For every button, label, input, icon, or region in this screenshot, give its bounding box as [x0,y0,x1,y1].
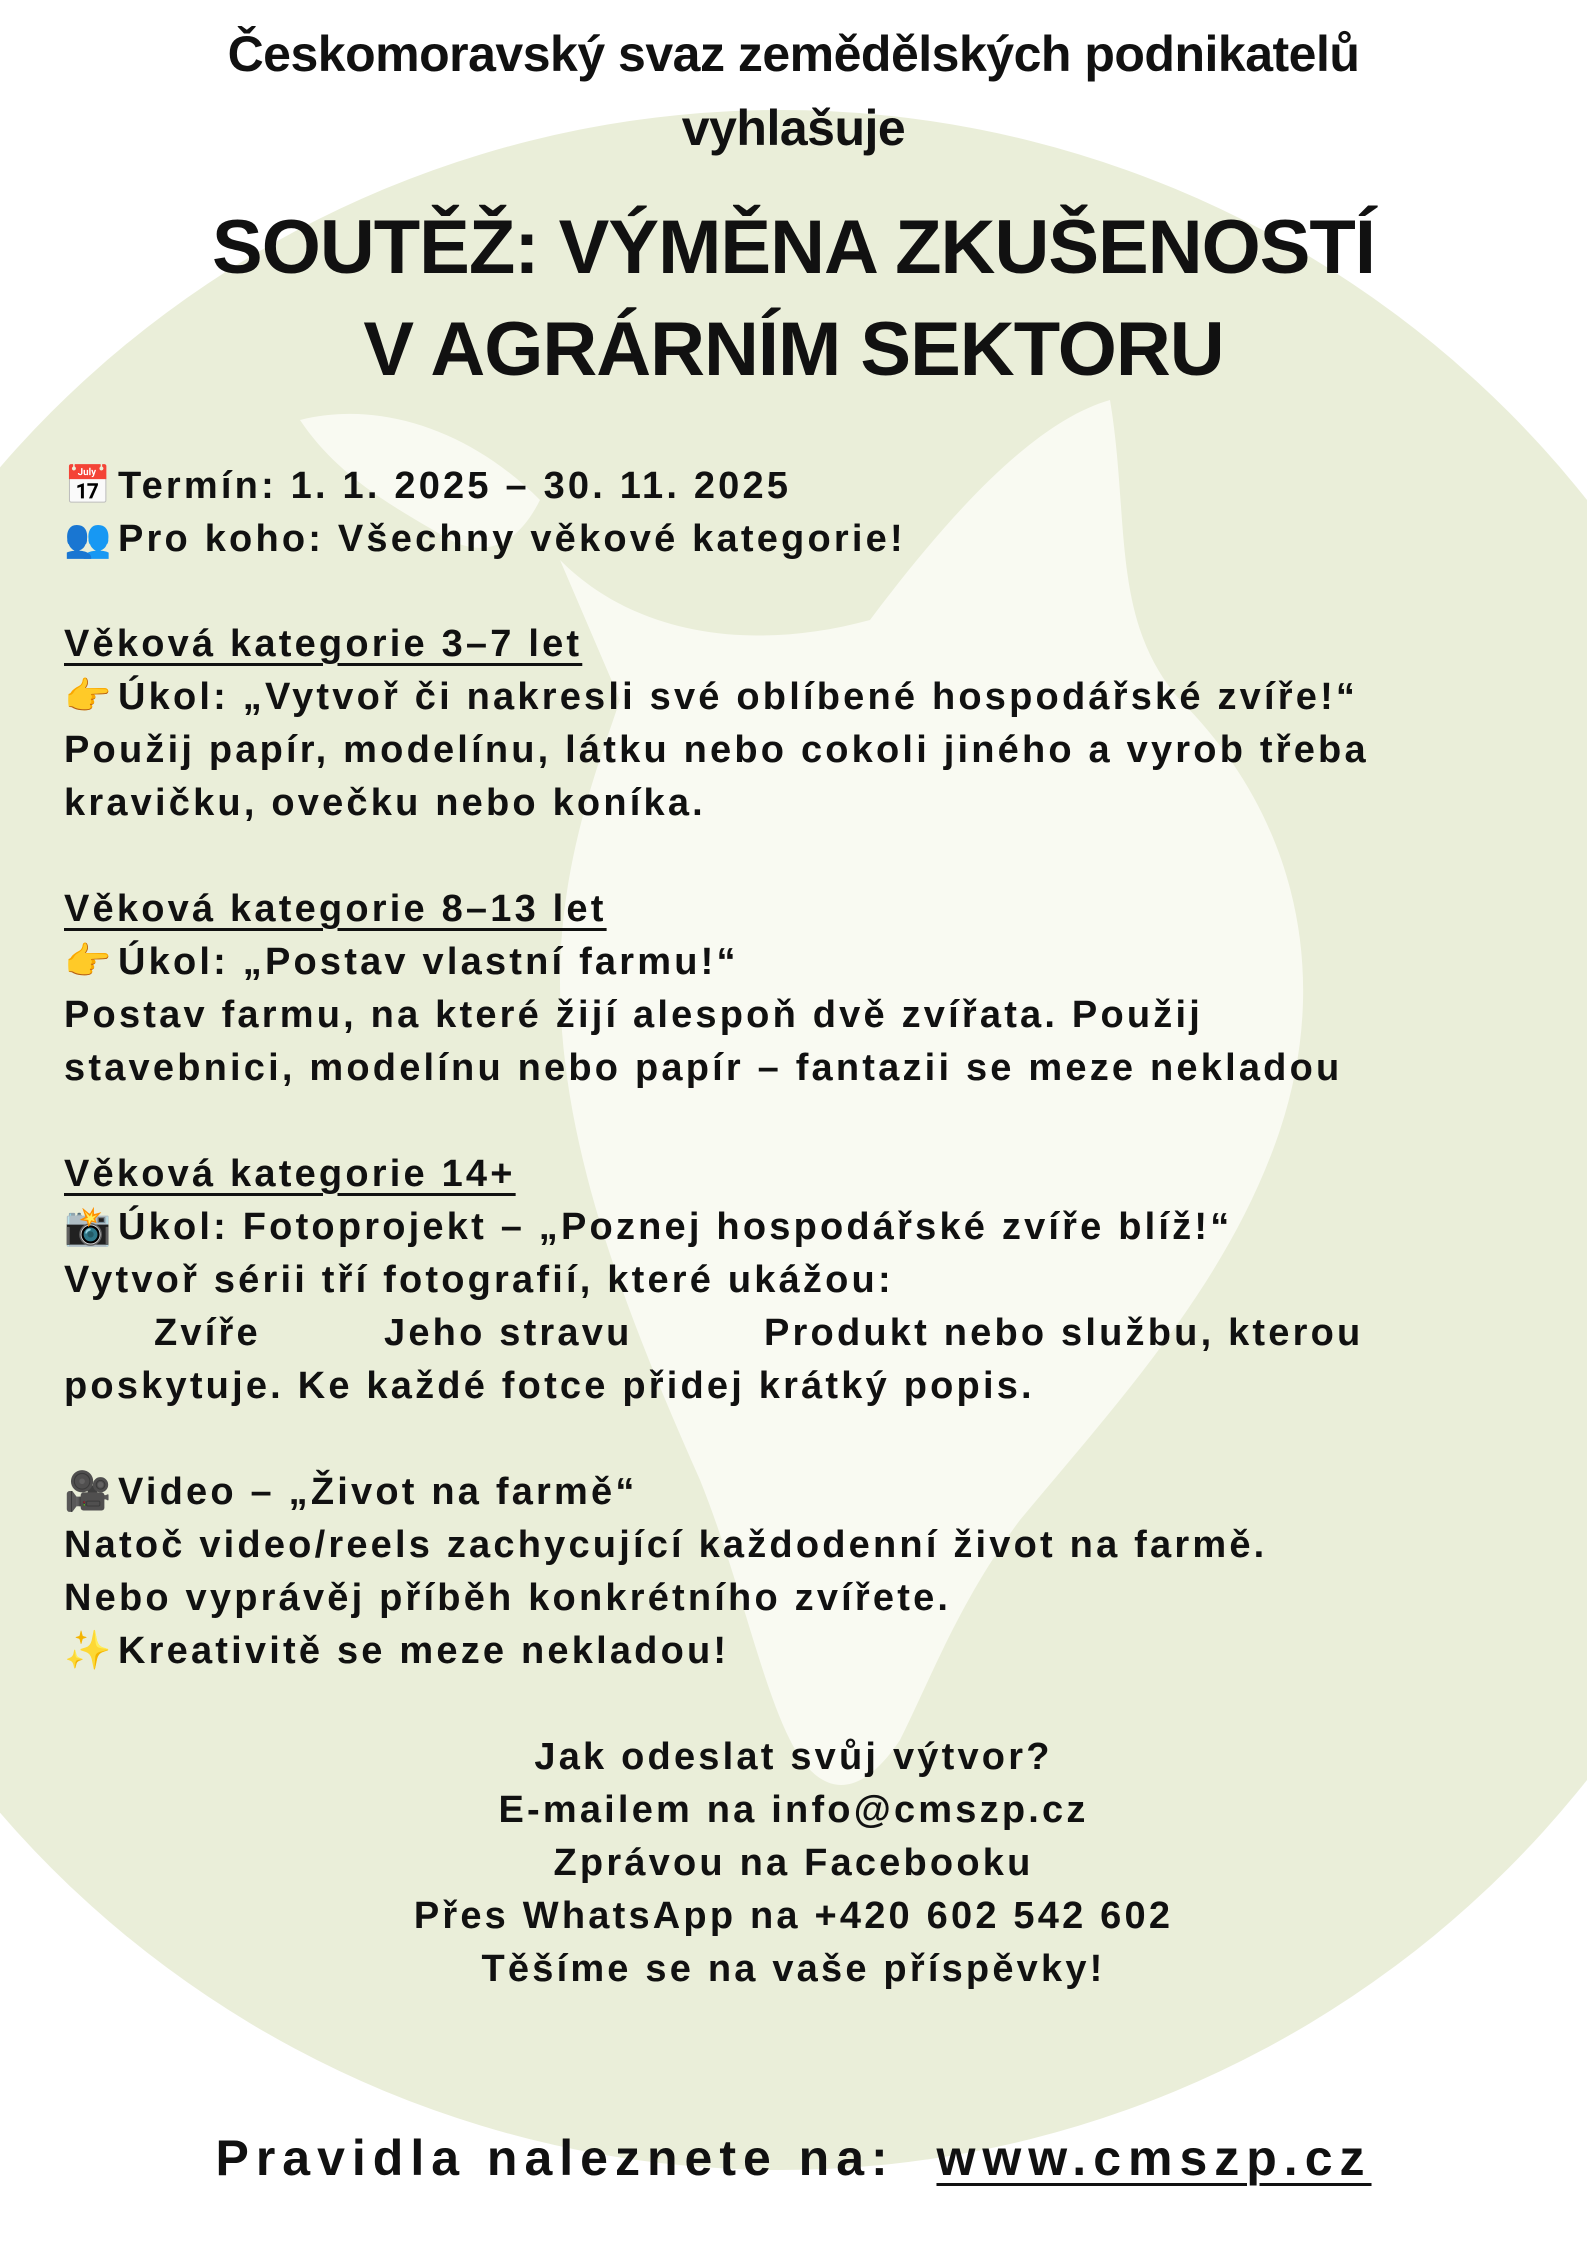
date-line [64,461,791,511]
submit-whatsapp: Přes WhatsApp na +420 602 542 602 [413,1895,1174,1937]
sparkles-icon: ✨ [64,1630,115,1672]
photo-item-food: Jeho stravu [384,1312,633,1354]
category-desc-line: Vytvoř sérii tří fotografií, které ukážou: [64,1259,894,1301]
task-text: Úkol: „Postav vlastní farmu!“ [118,941,739,983]
closing-text: Těšíme se na vaše příspěvky! [481,1948,1106,1990]
footer-website-link[interactable]: www.cmszp.cz [936,2130,1372,2186]
submit-facebook: Zprávou na Facebooku [553,1842,1034,1884]
organizer-announces: vyhlašuje [681,100,906,156]
video-title: Video – „Život na farmě“ [118,1471,638,1513]
video-camera-icon: 🎥 [64,1471,115,1513]
page-title: SOUTĚŽ: VÝMĚNA ZKUŠENOSTÍ [212,205,1375,290]
category-heading-8-13: Věková kategorie 8–13 let [64,888,607,930]
audience-text: Pro koho: Všechny věkové kategorie! [118,518,906,560]
category-desc-line: stavebnici, modelínu nebo papír – fantazii se meze nekladou [64,1047,1343,1089]
creativity-text: Kreativitě se meze nekladou! [118,1630,730,1672]
calendar-icon: 📅 [64,465,115,507]
task-text: Úkol: „Vytvoř či nakresli své oblíbené hospodářské zvíře!“ [118,676,1359,718]
submit-email: E-mailem na info@cmszp.cz [498,1789,1089,1831]
submit-question: Jak odeslat svůj výtvor? [534,1736,1053,1778]
footer-label: Pravidla naleznete na: [215,2130,895,2186]
category-task-14-plus [64,1202,1232,1252]
category-desc-line: poskytuje. Ke každé fotce přidej krátký popis. [64,1365,1035,1407]
photo-item-product: Produkt nebo službu, kterou [764,1312,1364,1354]
category-heading-14-plus: Věková kategorie 14+ [64,1153,516,1195]
organizer-name: Českomoravský svaz zemědělských podnikatelů [227,26,1360,82]
category-desc-line: Postav farmu, na které žijí alespoň dvě zvířata. Použij [64,994,1203,1036]
category-desc-line: Použij papír, modelínu, látku nebo cokoli jiného a vyrob třeba [64,729,1369,771]
pointing-hand-icon: 👉 [64,941,115,983]
category-task-8-13 [64,937,739,987]
photo-item-animal: Zvíře [154,1312,261,1354]
photo-items-line [64,1308,1363,1358]
video-title-line [64,1467,638,1517]
category-heading-3-7: Věková kategorie 3–7 let [64,623,583,665]
page-subtitle: V AGRÁRNÍM SEKTORU [363,307,1224,392]
creativity-line [64,1626,729,1676]
video-desc-line: Nebo vyprávěj příběh konkrétního zvířete. [64,1577,952,1619]
footer [0,2128,1587,2188]
video-desc-line: Natoč video/reels zachycující každodenní život na farmě. [64,1524,1268,1566]
date-text: Termín: 1. 1. 2025 – 30. 11. 2025 [118,465,792,507]
pointing-hand-icon: 👉 [64,676,115,718]
category-task-3-7 [64,672,1358,722]
camera-flash-icon: 📸 [64,1206,115,1248]
task-text: Úkol: Fotoprojekt – „Poznej hospodářské zvíře blíž!“ [118,1206,1233,1248]
audience-line [64,514,906,564]
people-icon: 👥 [64,518,115,560]
category-desc-line: kravičku, ovečku nebo koníka. [64,782,706,824]
